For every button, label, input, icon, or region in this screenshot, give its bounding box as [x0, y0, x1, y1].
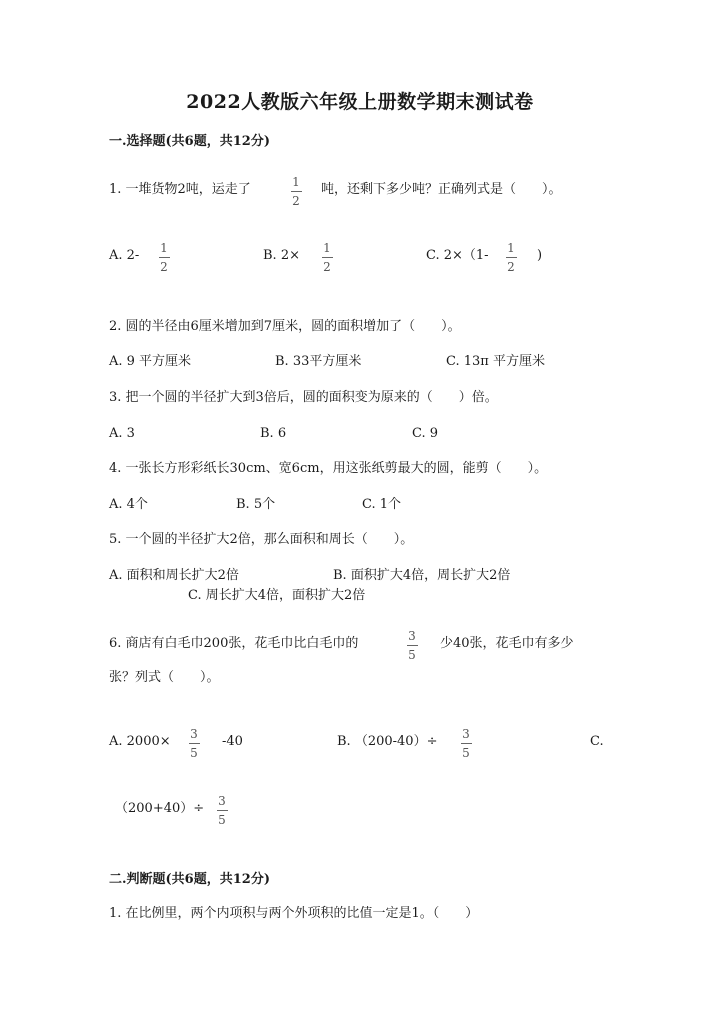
question-6-fraction: 3 5	[408, 629, 416, 662]
q4-option-c: C. 1个	[362, 497, 402, 512]
section-heading-choice: 一.选择题(共6题，共12分)	[109, 134, 270, 149]
q1-option-a: A. 2-	[109, 248, 140, 263]
q1-option-c-fraction: 1 2	[507, 241, 515, 274]
question-6-line2: 张？列式（ ）。	[109, 670, 220, 685]
page-title: 2022人教版六年级上册数学期末测试卷	[186, 91, 534, 113]
q1-option-a-fraction: 1 2	[160, 241, 168, 274]
section2-question-1-text: 1. 在比例里，两个内项积与两个外项积的比值一定是1。（ ）	[109, 906, 479, 921]
q4-option-a: A. 4个	[109, 497, 148, 512]
q2-option-b: B. 33平方厘米	[275, 354, 362, 369]
q6-option-b-fraction: 3 5	[462, 727, 470, 760]
question-4-text: 4. 一张长方形彩纸长30cm、宽6cm，用这张纸剪最大的圆，能剪（ ）。	[109, 461, 548, 476]
q5-option-a: A. 面积和周长扩大2倍	[109, 568, 239, 583]
question-2-text: 2. 圆的半径由6厘米增加到7厘米，圆的面积增加了（ ）。	[109, 319, 461, 334]
q4-option-b: B. 5个	[236, 497, 276, 512]
q3-option-a: A. 3	[109, 426, 135, 441]
q6-option-a: A. 2000×	[109, 734, 171, 749]
question-5-text: 5. 一个圆的半径扩大2倍，那么面积和周长（ ）。	[109, 532, 414, 547]
q5-option-c: C. 周长扩大4倍，面积扩大2倍	[188, 588, 366, 603]
q6-option-b: B. （200-40）÷	[337, 734, 438, 749]
q3-option-c: C. 9	[412, 426, 439, 441]
question-6-text: 6. 商店有白毛巾200张，花毛巾比白毛巾的	[109, 636, 359, 651]
q1-option-c: C. 2×（1-	[426, 248, 489, 263]
q6-option-a-fraction: 3 5	[190, 727, 198, 760]
question-1-fraction: 1 2	[292, 175, 300, 208]
question-1-text: 1. 一堆货物2吨，运走了	[109, 182, 251, 197]
question-1-text-after: 吨，还剩下多少吨？正确列式是（ ）。	[321, 182, 562, 197]
section-heading-judgement: 二.判断题(共6题，共12分)	[109, 872, 270, 887]
q1-option-c-close: )	[537, 248, 543, 263]
q6-option-c-line2: （200+40）÷	[115, 801, 205, 816]
question-6-text-after: 少40张，花毛巾有多少	[440, 636, 574, 651]
q1-option-b-fraction: 1 2	[323, 241, 331, 274]
q3-option-b: B. 6	[260, 426, 287, 441]
q6-option-a-after: -40	[222, 734, 243, 749]
q2-option-a: A. 9 平方厘米	[109, 354, 192, 369]
q2-option-c: C. 13π 平方厘米	[446, 354, 545, 369]
q1-option-b: B. 2×	[263, 248, 300, 263]
q5-option-b: B. 面积扩大4倍，周长扩大2倍	[333, 568, 511, 583]
q6-option-c: C.	[590, 734, 604, 749]
q6-option-c-fraction: 3 5	[218, 794, 226, 827]
question-3-text: 3. 把一个圆的半径扩大到3倍后，圆的面积变为原来的（ ）倍。	[109, 390, 498, 405]
